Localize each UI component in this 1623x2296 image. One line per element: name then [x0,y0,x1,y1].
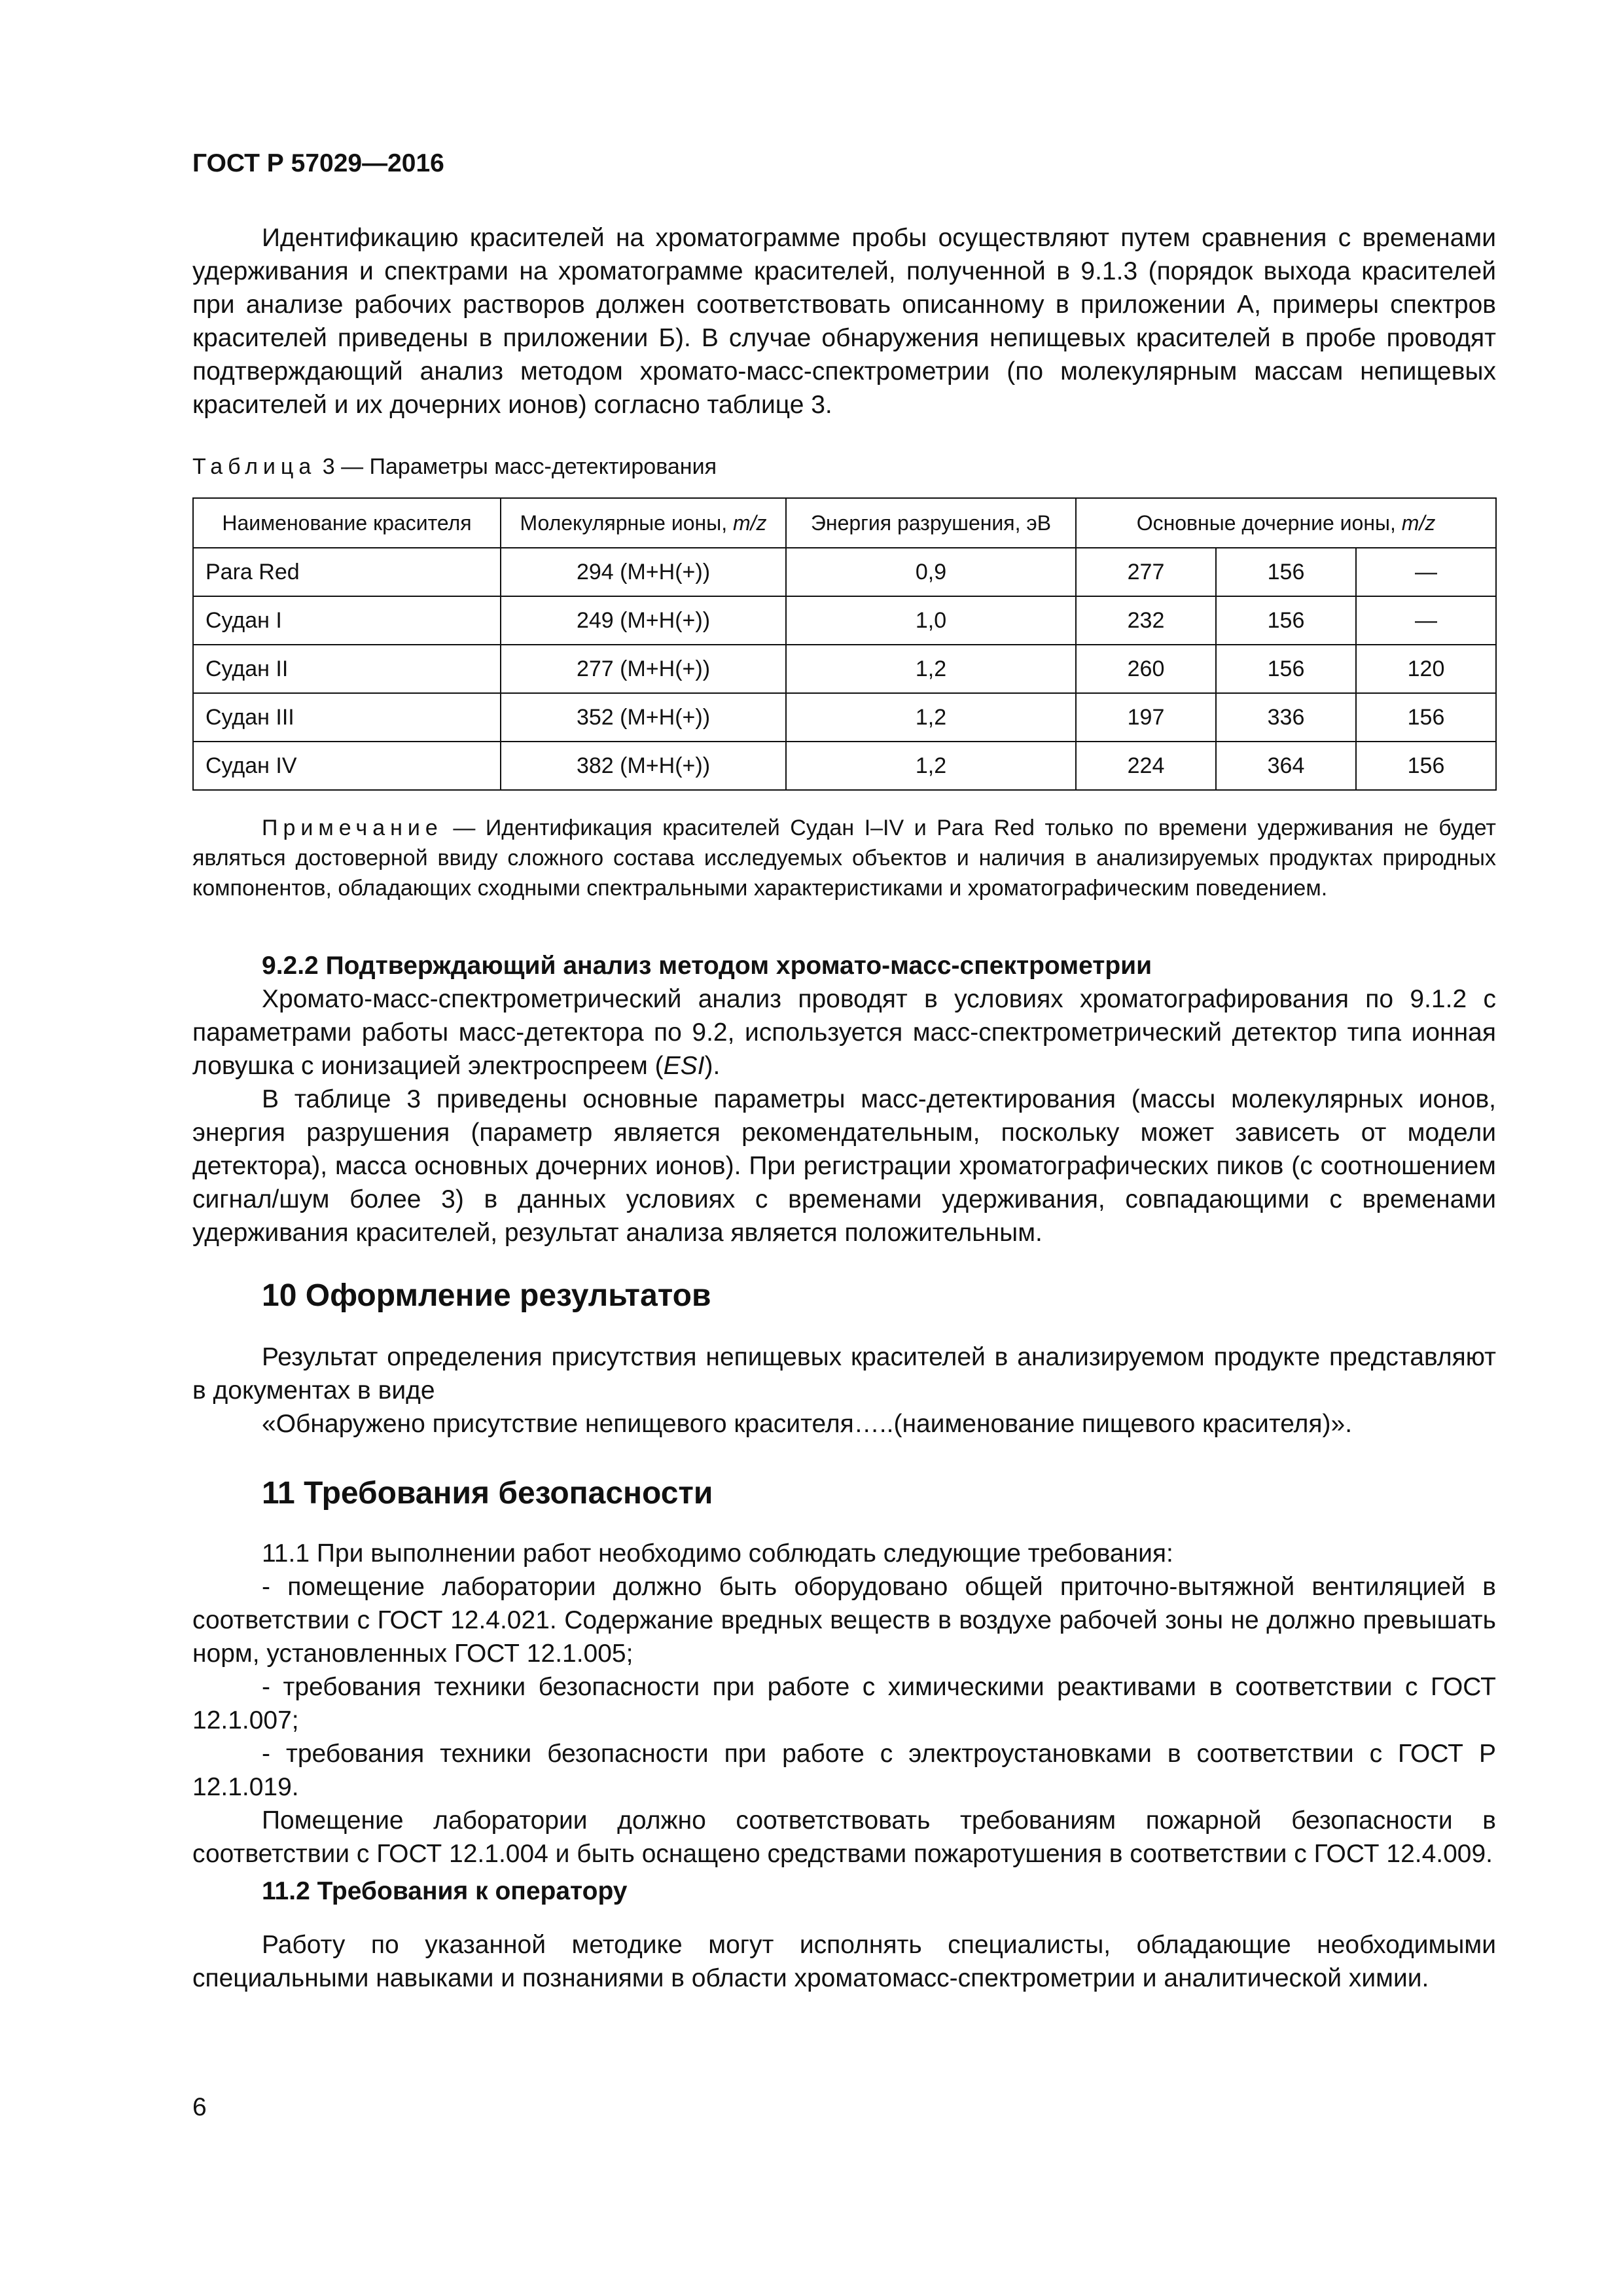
cell-daughter-ion-3: 156 [1356,742,1496,790]
section-10-paragraph-2: «Обнаружено присутствие непищевого красителя…..(наименование пищевого красителя)». [262,1410,1353,1438]
cell-energy: 1,2 [786,693,1076,742]
cell-energy: 1,0 [786,596,1076,645]
section-11-heading: 11 Требования безопасности [262,1476,713,1511]
header-dye-name: Наименование красителя [193,498,501,548]
cell-daughter-ion-2: 336 [1216,693,1356,742]
cell-daughter-ion-1: 224 [1076,742,1216,790]
cell-dye-name: Судан IV [193,742,501,790]
cell-molecular-ion: 352 (М+Н(+)) [501,693,786,742]
standard-code: ГОСТ Р 57029—2016 [192,149,444,177]
section-11-paragraph-2: - помещение лаборатории должно быть оборудовано общей приточно-вытяжной вентиляцией в соответствии с ГОСТ 12.4.021. Содержание вредных веществ в воздухе рабочей зоны не должно превышать норм, установленных ГОСТ 12.1.005; [192,1573,1496,1668]
cell-molecular-ion: 249 (М+Н(+)) [501,596,786,645]
table-note [192,813,1496,903]
cell-daughter-ion-2: 156 [1216,596,1356,645]
cell-energy: 0,9 [786,548,1076,596]
cell-daughter-ion-3: — [1356,548,1496,596]
cell-daughter-ion-1: 197 [1076,693,1216,742]
table-row [193,596,1496,645]
note-label: Примечание [262,816,443,840]
cell-molecular-ion: 294 (М+Н(+)) [501,548,786,596]
note-text: — Идентификация красителей Судан I–IV и Para Red только по времени удерживания не будет являться достоверной ввиду сложного состава исследуемых объектов и наличия в анализируемых продуктах природных компонентов, обладающих сходными спектральными характеристиками и хроматографическим поведением. [192,816,1496,901]
cell-daughter-ion-2: 364 [1216,742,1356,790]
table-row [193,742,1496,790]
cell-daughter-ion-2: 156 [1216,645,1356,693]
cell-energy: 1,2 [786,645,1076,693]
mass-detection-table [192,497,1497,791]
cell-energy: 1,2 [786,742,1076,790]
section-11-2 [192,1928,1496,1995]
section-11-paragraph-1: 11.1 При выполнении работ необходимо соблюдать следующие требования: [262,1539,1173,1568]
section-11-paragraph-3: - требования техники безопасности при работе с химическими реактивами в соответствии с ГОСТ 12.1.007; [192,1673,1496,1734]
page-number: 6 [192,2093,207,2121]
table-row [193,548,1496,596]
intro-section [192,221,1496,422]
cell-daughter-ion-3: 120 [1356,645,1496,693]
section-10 [192,1340,1496,1441]
section-11-paragraph-5: Помещение лаборатории должно соответствовать требованиям пожарной безопасности в соответствии с ГОСТ 12.1.004 и быть оснащено средствами пожаротушения в соответствии с ГОСТ 12.4.009. [192,1806,1496,1868]
section-9-2-2 [192,949,1496,1249]
table-caption-title: 3 — Параметры масс-детектирования [316,454,717,479]
intro-paragraph: Идентификацию красителей на хроматограмме пробы осуществляют путем сравнения с временами удерживания и спектрами на хроматограмме красителей, полученной в 9.1.3 (порядок выхода красителей при анализе рабочих растворов должен соответствовать описанному в приложении А, примеры спектров красителей приведены в приложении Б). В случае обнаружения непищевых красителей в пробе проводят подтверждающий анализ методом хромато-масс-спектрометрии (по молекулярным массам непищевых красителей и их дочерних ионов) согласно таблице 3. [192,224,1496,419]
cell-molecular-ion: 382 (М+Н(+)) [501,742,786,790]
cell-daughter-ion-3: — [1356,596,1496,645]
table-row [193,693,1496,742]
section-10-paragraph-1: Результат определения присутствия непищевых красителей в анализируемом продукте представляют в документах в виде [192,1343,1496,1405]
header-energy: Энергия разрушения, эВ [786,498,1076,548]
cell-dye-name: Para Red [193,548,501,596]
cell-dye-name: Судан I [193,596,501,645]
cell-molecular-ion: 277 (М+Н(+)) [501,645,786,693]
table-caption-label: Таблица [192,454,317,479]
section-11 [192,1537,1496,1871]
cell-daughter-ion-1: 260 [1076,645,1216,693]
header-daughter-ions: Основные дочерние ионы, m/z [1076,498,1496,548]
cell-daughter-ion-2: 156 [1216,548,1356,596]
section-9-2-2-paragraph-1: Хромато-масс-спектрометрический анализ проводят в условиях хроматографирования по 9.1.2 с параметрами работы масс-детектора по 9.2, используется масс-спектрометрический детектор типа ионная ловушка с ионизацией электроспреем (ESI). [192,985,1496,1080]
table-row [193,645,1496,693]
table-caption [192,454,717,480]
header-molecular-ions: Молекулярные ионы, m/z [501,498,786,548]
section-11-2-paragraph-1: Работу по указанной методике могут исполнять специалисты, обладающие необходимыми специальными навыками и познаниями в области хроматомасс-спектрометрии и аналитической химии. [192,1931,1496,1992]
cell-dye-name: Судан III [193,693,501,742]
cell-dye-name: Судан II [193,645,501,693]
section-10-heading: 10 Оформление результатов [262,1278,711,1313]
cell-daughter-ion-1: 277 [1076,548,1216,596]
section-9-2-2-heading: 9.2.2 Подтверждающий анализ методом хромато-масс-спектрометрии [262,952,1152,980]
section-9-2-2-paragraph-2: В таблице 3 приведены основные параметры масс-детектирования (массы молекулярных ионов, энергия разрушения (параметр является рекомендательным, поскольку может зависеть от модели детектора), масса основных дочерних ионов). При регистрации хроматографических пиков (с соотношением сигнал/шум более 3) в данных условиях с временами удерживания, совпадающими с временами удерживания красителей, результат анализа является положительным. [192,1085,1496,1247]
cell-daughter-ion-3: 156 [1356,693,1496,742]
section-11-2-heading: 11.2 Требования к оператору [262,1877,628,1905]
table-header-row [193,498,1496,548]
cell-daughter-ion-1: 232 [1076,596,1216,645]
section-11-paragraph-4: - требования техники безопасности при работе с электроустановками в соответствии с ГОСТ Р 12.1.019. [192,1740,1496,1801]
